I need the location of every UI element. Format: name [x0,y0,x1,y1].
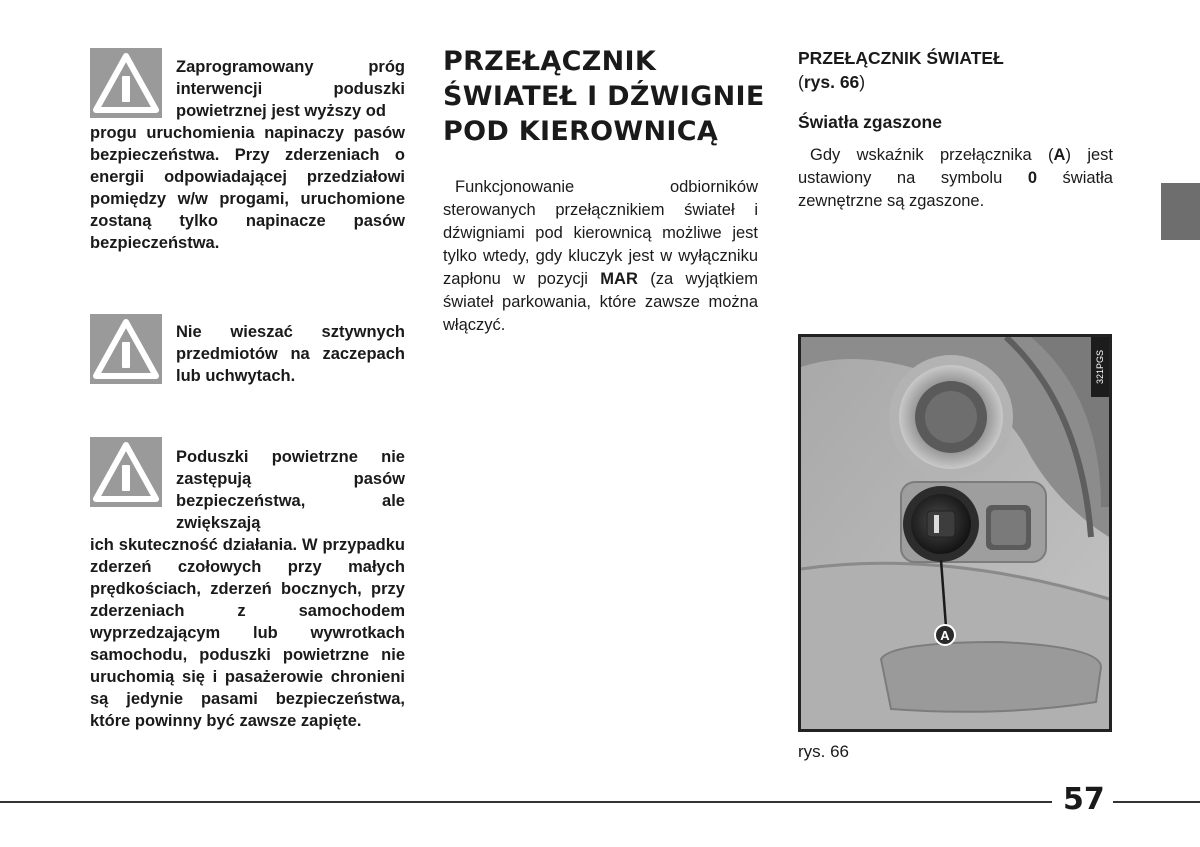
callout-a: A [934,624,956,646]
figure-code: 321PGS [1091,337,1109,397]
lights-off-paragraph [798,144,1113,213]
lights-off-bold-0: 0 [1027,169,1037,187]
section-title-line-2: ŚWIATEŁ I DŹWIGNIE [443,81,765,112]
warning-icon [90,314,162,384]
section-title-line-3: POD KIEROWNICĄ [443,116,719,147]
switch-heading-title: PRZEŁĄCZNIK ŚWIATEŁ [798,48,1004,68]
section-title [443,44,765,149]
intro-text-1: Funkcjonowanie odbiorników sterowanych przełącznikiem świateł i dźwigniami pod kierownicą możliwe jest tylko wtedy, gdy kluczyk jest w wyłączniku zapłonu w pozycji [443,178,758,288]
warning-block-2 [176,321,405,387]
lights-off-text-1: Gdy wskaźnik przełącznika ( [810,146,1054,164]
lights-off-bold-a: A [1053,146,1066,164]
figure-ref: (rys. 66) [798,72,866,92]
warning-block-3 [90,446,405,732]
dashboard-photo [801,337,1109,729]
section-thumb-tab [1161,183,1200,240]
intro-mar: MAR [600,270,638,288]
switch-heading [798,46,1004,94]
section-title-line-1: PRZEŁĄCZNIK [443,46,657,77]
warning-1-lead: Zaprogramowany próg interwencji poduszki powietrznej jest wyższy od [176,58,405,120]
warning-3-lead: Poduszki powietrzne nie zastępują pasów bezpieczeństwa, ale zwiększają [176,448,405,532]
page-number: 57 [1063,782,1105,817]
footer-rule-right [1113,801,1200,803]
warning-2-lead: Nie wieszać sztywnych przedmiotów na zaczepach lub uchwytach. [176,323,405,385]
dashboard-light-switch-figure [798,334,1112,732]
intro-paragraph [443,176,758,337]
intro-text-2: (za wyjątkiem świateł parkowania, które zawsze można włączyć. [443,270,758,334]
figure-caption: rys. 66 [798,742,850,761]
lights-off-heading: Światła zgaszone [798,112,942,132]
footer-rule-left [0,801,1052,803]
lights-off-text-3: światła zewnętrzne są zgaszone. [798,169,1113,210]
warning-1-body: progu uruchomienia napinaczy pasów bezpieczeństwa. Przy zderzeniach o energii odpowiadającej przedziałowi pomiędzy w/w progami, uruchomione zostaną tylko napinacze pasów bezpieczeństwa. [90,124,405,252]
warning-block-1 [90,56,405,254]
warning-3-body: ich skuteczność działania. W przypadku zderzeń czołowych przy małych prędkościach, zderzeń bocznych, przy zderzeniach z samochodem wyprzedzającym lub wywrotkach samochodu, poduszki powietrzne nie uruchomią się i pasażerowie chronieni są jedynie pasami bezpieczeństwa, które powinny być zawsze zapięte. [90,536,405,730]
lights-off-text-2: ) jest ustawiony na symbolu [798,146,1113,187]
